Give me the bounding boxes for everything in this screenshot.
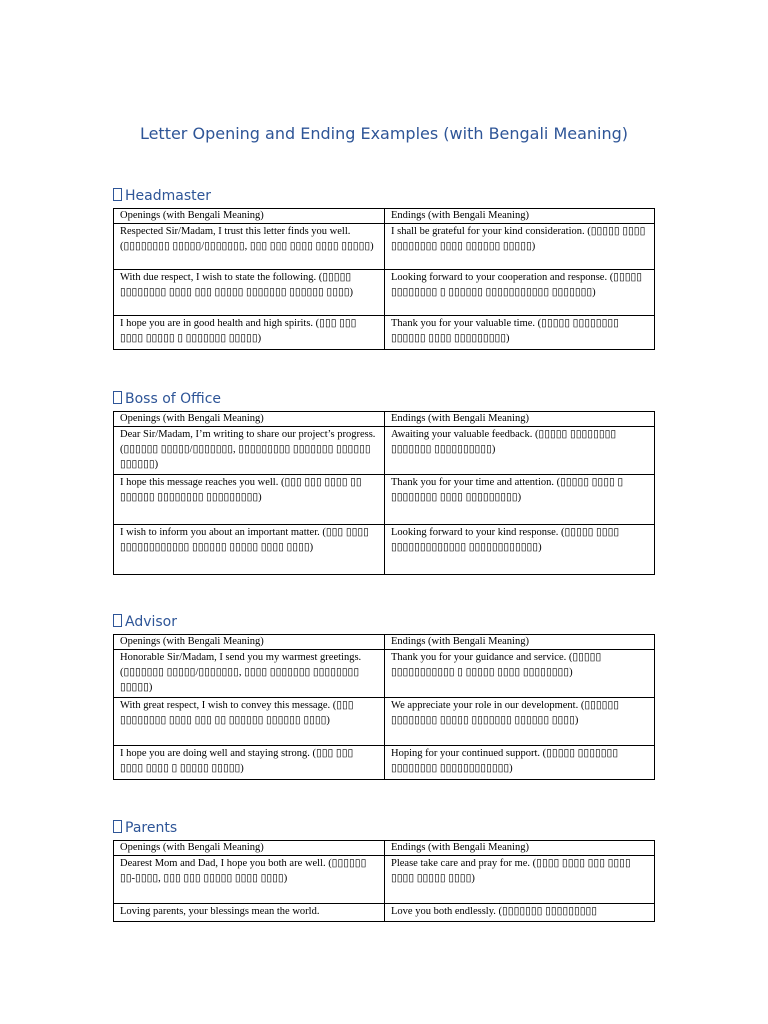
opening-cell: I hope you are doing well and staying strong. (▯▯▯ ▯▯▯ ▯▯▯▯ ▯▯▯▯ ▯ ▯▯▯▯▯ ▯▯▯▯▯) xyxy=(114,746,385,780)
openings-header: Openings (with Bengali Meaning) xyxy=(114,841,385,856)
opening-cell: With due respect, I wish to state the following. (▯▯▯▯▯ ▯▯▯▯▯▯▯▯ ▯▯▯▯ ▯▯▯ ▯▯▯▯▯ ▯▯▯▯▯▯▯ ▯▯▯▯▯▯ ▯▯▯▯) xyxy=(114,270,385,316)
table-header-row xyxy=(114,635,655,650)
ending-cell: Hoping for your continued support. (▯▯▯▯▯ ▯▯▯▯▯▯▯ ▯▯▯▯▯▯▯▯ ▯▯▯▯▯▯▯▯▯▯▯▯) xyxy=(385,746,655,780)
examples-table xyxy=(113,411,655,575)
examples-table xyxy=(113,634,655,780)
section-advisor xyxy=(113,612,655,780)
opening-cell: Loving parents, your blessings mean the world. xyxy=(114,904,385,922)
document-title: Letter Opening and Ending Examples (with Bengali Meaning) xyxy=(139,124,629,143)
section-heading: Parents xyxy=(113,818,655,838)
ending-cell: Thank you for your guidance and service. (▯▯▯▯▯ ▯▯▯▯▯▯▯▯▯▯▯ ▯ ▯▯▯▯▯ ▯▯▯▯ ▯▯▯▯▯▯▯▯) xyxy=(385,650,655,698)
table-row xyxy=(114,224,655,270)
openings-header: Openings (with Bengali Meaning) xyxy=(114,412,385,427)
section-headmaster xyxy=(113,186,655,350)
section-heading: Advisor xyxy=(113,612,655,632)
table-row xyxy=(114,698,655,746)
table-header-row xyxy=(114,412,655,427)
ending-cell: Looking forward to your cooperation and response. (▯▯▯▯▯ ▯▯▯▯▯▯▯▯ ▯ ▯▯▯▯▯▯ ▯▯▯▯▯▯▯▯▯▯▯ ▯▯▯▯▯▯▯) xyxy=(385,270,655,316)
table-row xyxy=(114,856,655,904)
endings-header: Endings (with Bengali Meaning) xyxy=(385,635,655,650)
endings-header: Endings (with Bengali Meaning) xyxy=(385,841,655,856)
table-row xyxy=(114,650,655,698)
missing-glyph-icon xyxy=(113,188,122,201)
ending-cell: We appreciate your role in our development. (▯▯▯▯▯▯ ▯▯▯▯▯▯▯▯ ▯▯▯▯▯ ▯▯▯▯▯▯▯ ▯▯▯▯▯▯ ▯▯▯▯) xyxy=(385,698,655,746)
table-row xyxy=(114,427,655,475)
table-row xyxy=(114,270,655,316)
examples-table xyxy=(113,840,655,922)
opening-cell: Honorable Sir/Madam, I send you my warmest greetings. (▯▯▯▯▯▯▯ ▯▯▯▯▯/▯▯▯▯▯▯▯, ▯▯▯▯ ▯▯▯▯▯▯▯ ▯▯▯▯▯▯▯▯ ▯▯▯▯▯) xyxy=(114,650,385,698)
opening-cell: Dearest Mom and Dad, I hope you both are well. (▯▯▯▯▯▯ ▯▯-▯▯▯▯, ▯▯▯ ▯▯▯ ▯▯▯▯▯ ▯▯▯▯ ▯▯▯▯) xyxy=(114,856,385,904)
missing-glyph-icon xyxy=(113,614,122,627)
ending-cell: I shall be grateful for your kind consideration. (▯▯▯▯▯ ▯▯▯▯ ▯▯▯▯▯▯▯▯ ▯▯▯▯ ▯▯▯▯▯▯ ▯▯▯▯▯) xyxy=(385,224,655,270)
opening-cell: Respected Sir/Madam, I trust this letter finds you well. (▯▯▯▯▯▯▯▯ ▯▯▯▯▯/▯▯▯▯▯▯▯, ▯▯▯ ▯▯▯ ▯▯▯▯ ▯▯▯▯ ▯▯▯▯▯) xyxy=(114,224,385,270)
missing-glyph-icon xyxy=(113,391,122,404)
opening-cell: With great respect, I wish to convey this message. (▯▯▯ ▯▯▯▯▯▯▯▯ ▯▯▯▯ ▯▯▯ ▯▯ ▯▯▯▯▯▯ ▯▯▯▯▯▯ ▯▯▯▯) xyxy=(114,698,385,746)
ending-cell: Thank you for your time and attention. (▯▯▯▯▯ ▯▯▯▯ ▯ ▯▯▯▯▯▯▯▯ ▯▯▯▯ ▯▯▯▯▯▯▯▯▯) xyxy=(385,475,655,525)
endings-header: Endings (with Bengali Meaning) xyxy=(385,412,655,427)
table-row xyxy=(114,316,655,350)
section-parents xyxy=(113,818,655,922)
table-row xyxy=(114,525,655,575)
table-row xyxy=(114,904,655,922)
table-header-row xyxy=(114,841,655,856)
examples-table xyxy=(113,208,655,350)
ending-cell: Awaiting your valuable feedback. (▯▯▯▯▯ ▯▯▯▯▯▯▯▯ ▯▯▯▯▯▯▯ ▯▯▯▯▯▯▯▯▯▯) xyxy=(385,427,655,475)
openings-header: Openings (with Bengali Meaning) xyxy=(114,635,385,650)
table-row xyxy=(114,746,655,780)
opening-cell: I wish to inform you about an important matter. (▯▯▯ ▯▯▯▯ ▯▯▯▯▯▯▯▯▯▯▯▯ ▯▯▯▯▯▯ ▯▯▯▯▯ ▯▯▯▯ ▯▯▯▯) xyxy=(114,525,385,575)
endings-header: Endings (with Bengali Meaning) xyxy=(385,209,655,224)
section-heading: Headmaster xyxy=(113,186,655,206)
opening-cell: I hope you are in good health and high spirits. (▯▯▯ ▯▯▯ ▯▯▯▯ ▯▯▯▯▯ ▯ ▯▯▯▯▯▯▯ ▯▯▯▯▯) xyxy=(114,316,385,350)
table-row xyxy=(114,475,655,525)
section-heading: Boss of Office xyxy=(113,389,655,409)
openings-header: Openings (with Bengali Meaning) xyxy=(114,209,385,224)
table-header-row xyxy=(114,209,655,224)
missing-glyph-icon xyxy=(113,820,122,833)
opening-cell: Dear Sir/Madam, I’m writing to share our project’s progress. (▯▯▯▯▯▯ ▯▯▯▯▯/▯▯▯▯▯▯▯, ▯▯▯▯▯▯▯▯▯ ▯▯▯▯▯▯▯ ▯▯▯▯▯▯ ▯▯▯▯▯▯) xyxy=(114,427,385,475)
opening-cell: I hope this message reaches you well. (▯▯▯ ▯▯▯ ▯▯▯▯ ▯▯ ▯▯▯▯▯▯ ▯▯▯▯▯▯▯▯ ▯▯▯▯▯▯▯▯▯) xyxy=(114,475,385,525)
ending-cell: Love you both endlessly. (▯▯▯▯▯▯▯ ▯▯▯▯▯▯▯▯▯ xyxy=(385,904,655,922)
section-boss-of-office xyxy=(113,389,655,575)
ending-cell: Please take care and pray for me. (▯▯▯▯ ▯▯▯▯ ▯▯▯ ▯▯▯▯ ▯▯▯▯ ▯▯▯▯▯ ▯▯▯▯) xyxy=(385,856,655,904)
ending-cell: Looking forward to your kind response. (▯▯▯▯▯ ▯▯▯▯ ▯▯▯▯▯▯▯▯▯▯▯▯▯ ▯▯▯▯▯▯▯▯▯▯▯▯) xyxy=(385,525,655,575)
ending-cell: Thank you for your valuable time. (▯▯▯▯▯ ▯▯▯▯▯▯▯▯ ▯▯▯▯▯▯ ▯▯▯▯ ▯▯▯▯▯▯▯▯▯) xyxy=(385,316,655,350)
